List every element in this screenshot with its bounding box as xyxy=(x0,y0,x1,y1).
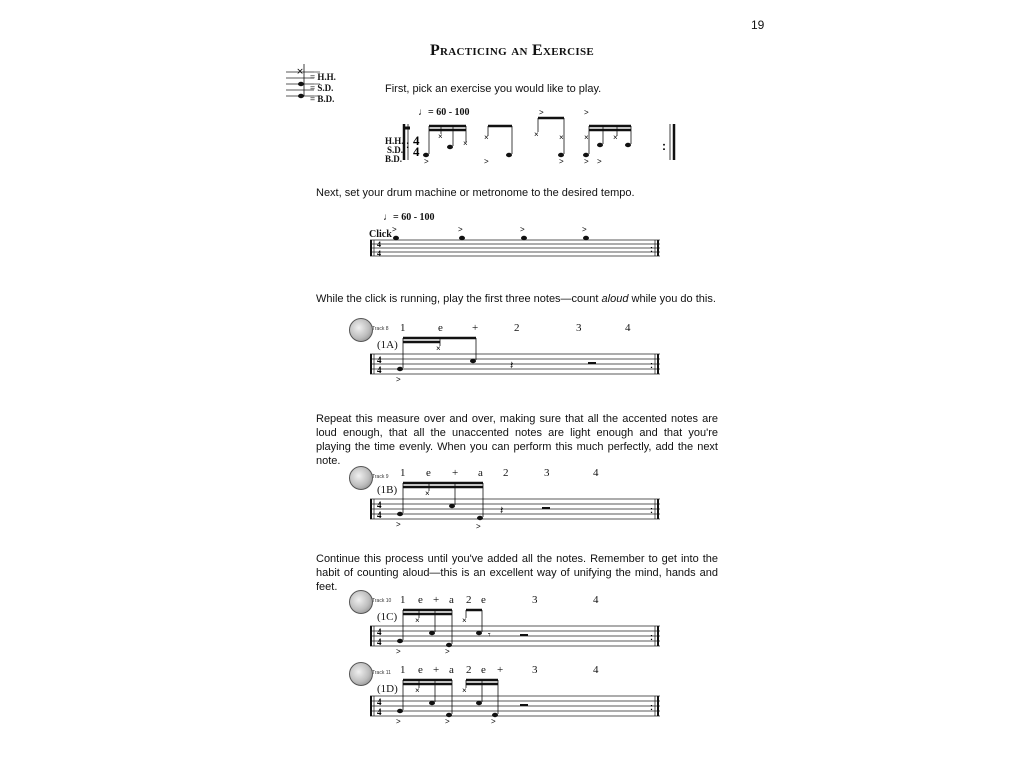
svg-text:>: > xyxy=(559,157,564,166)
count-label: 1 xyxy=(400,594,406,606)
count-label: 4 xyxy=(593,664,599,676)
count-label: e xyxy=(418,594,423,606)
count-label: 1 xyxy=(400,467,406,479)
svg-text::: : xyxy=(662,139,666,153)
example-1d-staff xyxy=(370,676,662,726)
svg-text:×: × xyxy=(462,686,467,695)
svg-text:×: × xyxy=(415,686,420,695)
count-label: e xyxy=(481,664,486,676)
track-label: Track 10 xyxy=(372,598,392,604)
example-1b-staff xyxy=(370,479,662,531)
svg-text:>: > xyxy=(396,520,401,529)
svg-text:>: > xyxy=(491,717,496,726)
exercise-label-bd: B.D. xyxy=(385,154,403,164)
exercise-label-sd: S.D. xyxy=(387,145,404,155)
instruction-continue-process: Continue this process until you've added all the notes. Remember to get into the habit of counting aloud—this is an excellent way of unifying the mind, hands and feet. xyxy=(316,553,718,593)
svg-text:×: × xyxy=(584,133,589,142)
measure-label: (1C) xyxy=(377,611,398,623)
svg-text:×: × xyxy=(436,344,441,353)
svg-text:×: × xyxy=(534,130,539,139)
exercise-tempo: ♩= 60 - 100 xyxy=(418,107,470,118)
page-number: 19 xyxy=(751,18,765,32)
svg-text:>: > xyxy=(424,157,429,166)
count-label: 3 xyxy=(532,594,538,606)
instruction-first-three-notes: While the click is running, play the first three notes—count aloud while you do this. xyxy=(316,293,716,305)
count-label: 2 xyxy=(466,594,472,606)
count-label: e xyxy=(426,467,431,479)
svg-text::: : xyxy=(650,244,653,254)
count-label: a xyxy=(449,664,454,676)
svg-text:4: 4 xyxy=(377,365,382,375)
svg-text::: : xyxy=(650,702,653,712)
svg-text:>: > xyxy=(445,717,450,726)
count-label: 1 xyxy=(400,664,406,676)
svg-text:>: > xyxy=(584,157,589,166)
legend-bd: = B.D. xyxy=(310,94,335,104)
svg-text::: : xyxy=(650,505,653,515)
count-label: 4 xyxy=(593,594,599,606)
svg-text:>: > xyxy=(539,108,544,117)
page-title: Practicing an Exercise xyxy=(429,42,594,59)
svg-text:4: 4 xyxy=(413,133,420,148)
legend-sd: = S.D. xyxy=(310,83,334,93)
click-label: Click xyxy=(369,229,392,240)
count-label: + xyxy=(472,322,479,334)
svg-text:×: × xyxy=(613,133,618,142)
svg-text:4: 4 xyxy=(377,240,381,249)
svg-text:×: × xyxy=(438,132,443,141)
instruction-repeat-measure: Repeat this measure over and over, making sure that all the accented notes are loud enough, that all the unaccented notes are light enough and that you're playing the time evenly. When you can perform this much perfectly, add the next note. xyxy=(316,413,718,467)
svg-text::: : xyxy=(406,140,410,151)
svg-text:>: > xyxy=(582,225,587,234)
count-label: a xyxy=(449,594,454,606)
svg-text:×: × xyxy=(425,489,430,498)
count-label: 3 xyxy=(532,664,538,676)
svg-text:>: > xyxy=(392,225,397,234)
svg-text:>: > xyxy=(597,157,602,166)
svg-text:×: × xyxy=(415,616,420,625)
count-label: 2 xyxy=(466,664,472,676)
svg-text:4: 4 xyxy=(413,144,420,159)
measure-label: (1D) xyxy=(377,683,398,695)
example-1c-staff xyxy=(370,606,662,656)
exercise-label-hh: H.H. xyxy=(385,136,404,146)
svg-text::: : xyxy=(650,632,653,642)
svg-text:>: > xyxy=(476,522,481,531)
count-label: 3 xyxy=(576,322,582,334)
example-1a-staff xyxy=(370,334,662,386)
svg-text:×: × xyxy=(462,616,467,625)
svg-text:4: 4 xyxy=(377,500,382,510)
count-label: + xyxy=(433,594,440,606)
svg-text:4: 4 xyxy=(377,707,382,717)
svg-text:×: × xyxy=(463,139,468,148)
track-label: Track 8 xyxy=(372,326,389,332)
track-label: Track 9 xyxy=(372,474,389,480)
svg-text:>: > xyxy=(396,375,401,384)
count-label: 2 xyxy=(514,322,520,334)
svg-text:4: 4 xyxy=(377,355,382,365)
instruction-pick-exercise: First, pick an exercise you would like to play. xyxy=(385,83,602,95)
legend-hh: = H.H. xyxy=(310,72,336,82)
count-label: + xyxy=(433,664,440,676)
count-label: a xyxy=(478,467,483,479)
count-label: e xyxy=(438,322,443,334)
svg-text:4: 4 xyxy=(377,249,381,258)
measure-label: (1A) xyxy=(377,339,398,351)
measure-label: (1B) xyxy=(377,484,398,496)
track-label: Track 11 xyxy=(372,670,391,676)
svg-text:𝄾: 𝄾 xyxy=(488,630,491,641)
svg-text::: : xyxy=(650,360,653,370)
svg-text:4: 4 xyxy=(377,627,382,637)
svg-text:×: × xyxy=(559,133,564,142)
count-label: + xyxy=(452,467,459,479)
svg-text:𝄽: 𝄽 xyxy=(510,360,514,372)
count-label: 1 xyxy=(400,322,406,334)
svg-text:4: 4 xyxy=(377,697,382,707)
count-label: 3 xyxy=(544,467,550,479)
svg-text:×: × xyxy=(484,133,489,142)
svg-text:4: 4 xyxy=(377,510,382,520)
count-label: 2 xyxy=(503,467,509,479)
count-label: 4 xyxy=(625,322,631,334)
svg-text:>: > xyxy=(584,108,589,117)
svg-text:>: > xyxy=(396,647,401,656)
svg-text:>: > xyxy=(520,225,525,234)
svg-text:×: × xyxy=(296,67,304,77)
svg-text:4: 4 xyxy=(377,637,382,647)
click-tempo: ♩= 60 - 100 xyxy=(383,212,435,223)
count-label: e xyxy=(481,594,486,606)
count-label: 4 xyxy=(593,467,599,479)
svg-text:>: > xyxy=(484,157,489,166)
instruction-set-tempo: Next, set your drum machine or metronome to the desired tempo. xyxy=(316,187,635,199)
svg-text:>: > xyxy=(396,717,401,726)
count-label: e xyxy=(418,664,423,676)
count-label: + xyxy=(497,664,504,676)
click-staff xyxy=(370,226,662,262)
svg-text:>: > xyxy=(458,225,463,234)
svg-text:𝄽: 𝄽 xyxy=(500,505,504,517)
svg-text:>: > xyxy=(445,647,450,656)
